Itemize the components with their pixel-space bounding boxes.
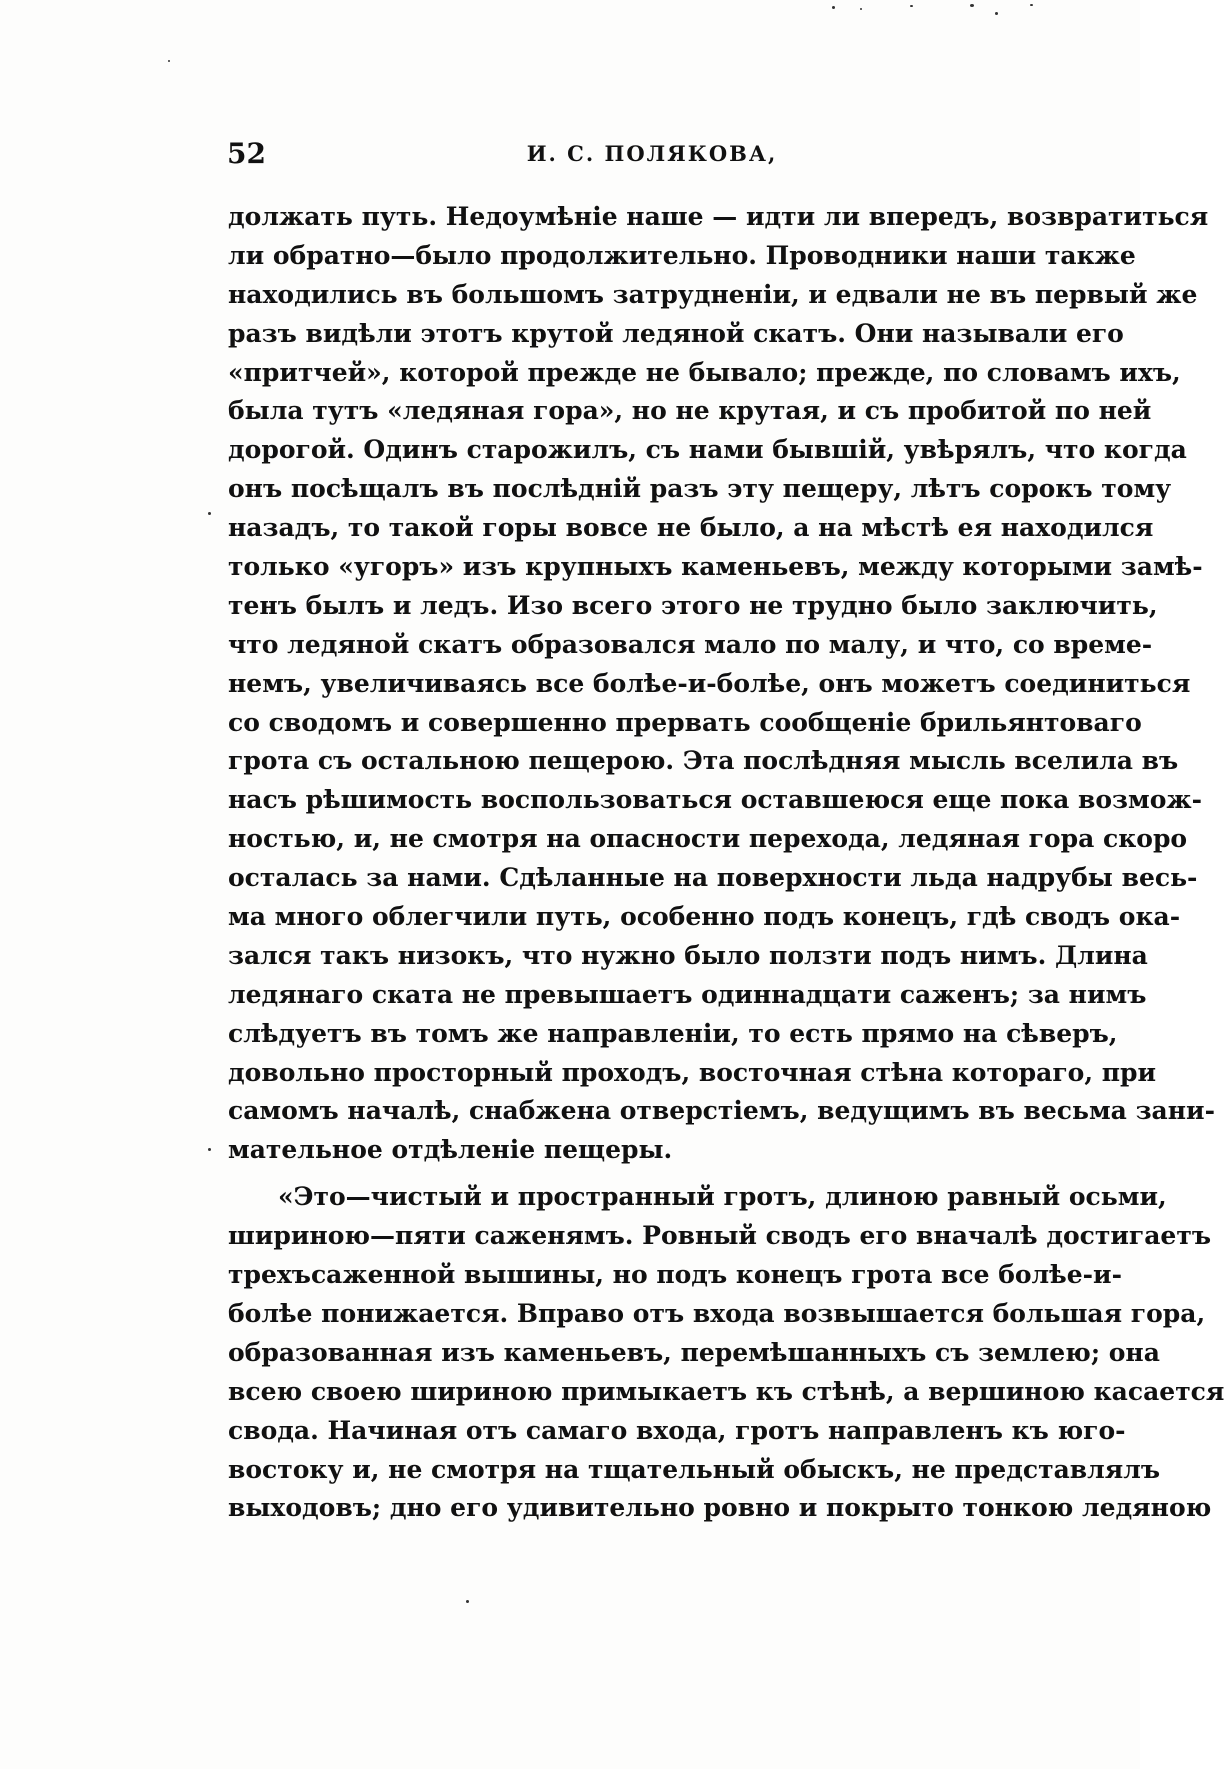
text-line: слѣдуетъ въ томъ же направленіи, то есть прямо на сѣверъ, — [228, 1018, 1118, 1048]
text-line: осталась за нами. Сдѣланные на поверхности льда надрубы весь- — [228, 863, 1198, 893]
paragraph-gap — [228, 1170, 1076, 1178]
scan-speck — [466, 1600, 469, 1603]
text-line: дорогой. Одинъ старожилъ, съ нами бывшій, увѣрялъ, что когда — [228, 435, 1187, 465]
scan-speck — [168, 60, 170, 62]
paragraph-2 — [228, 1178, 1224, 1528]
text-line: «притчей», которой прежде не бывало; прежде, по словамъ ихъ, — [228, 357, 1181, 387]
text-line: востоку и, не смотря на тщательный обыскъ, не представлялъ — [228, 1454, 1161, 1484]
text-line: «Это—чистый и пространный гротъ, длиною равный осьми, — [278, 1182, 1167, 1212]
body-text — [228, 198, 1224, 1528]
text-line: ностью, и, не смотря на опасности перехода, ледяная гора скоро — [228, 824, 1188, 854]
paragraph-1 — [228, 198, 1215, 1170]
text-line: должать путь. Недоумѣніе наше — идти ли впередъ, возвратиться — [228, 202, 1209, 231]
page-header — [227, 137, 1077, 177]
text-line: свода. Начиная отъ самаго входа, гротъ направленъ къ юго- — [228, 1415, 1126, 1445]
text-line: немъ, увеличиваясь все болѣе-и-болѣе, онъ можетъ соединиться — [228, 668, 1191, 698]
text-line: всею своею шириною примыкаетъ къ стѣнѣ, а вершиною касается — [228, 1376, 1224, 1406]
text-line: насъ рѣшимость воспользоваться оставшеюся еще пока возмож- — [228, 785, 1202, 815]
text-line: только «угоръ» изъ крупныхъ каменьевъ, между которыми замѣ- — [228, 552, 1203, 582]
scan-artifact — [820, 0, 1090, 20]
text-line: болѣе понижается. Вправо отъ входа возвышается большая гора, — [228, 1298, 1206, 1328]
text-line: была тутъ «ледяная гора», но не крутая, и съ пробитой по ней — [228, 396, 1152, 426]
page-number: 52 — [227, 137, 266, 170]
text-line: со сводомъ и совершенно прервать сообщеніе брильянтоваго — [228, 707, 1142, 737]
running-head: И. С. ПОЛЯКОВА, — [526, 141, 778, 166]
text-line: образованная изъ каменьевъ, перемѣшанныхъ съ землею; она — [228, 1337, 1160, 1367]
scan-speck — [208, 1148, 211, 1151]
text-line: мательное отдѣленіе пещеры. — [228, 1135, 673, 1165]
text-line: ли обратно—было продолжительно. Проводники наши также — [228, 240, 1136, 270]
text-line: тенъ былъ и ледъ. Изо всего этого не трудно было заключить, — [228, 590, 1158, 620]
text-line: находились въ большомъ затрудненіи, и едвали не въ первый же — [228, 279, 1198, 309]
text-line: ма много облегчили путь, особенно подъ конецъ, гдѣ сводъ ока- — [228, 902, 1181, 932]
text-line: разъ видѣли этотъ крутой ледяной скатъ. Они называли его — [228, 318, 1124, 348]
scan-speck — [208, 512, 211, 515]
text-line: ледянаго ската не превышаетъ одиннадцати саженъ; за нимъ — [228, 979, 1147, 1009]
text-line: шириною—пяти саженямъ. Ровный сводъ его вначалѣ достигаетъ — [228, 1221, 1212, 1251]
text-line: выходовъ; дно его удивительно ровно и покрыто тонкою ледяною — [228, 1493, 1212, 1523]
text-line: онъ посѣщалъ въ послѣдній разъ эту пещеру, лѣтъ сорокъ тому — [228, 474, 1172, 504]
text-line: грота съ остальною пещерою. Эта послѣдняя мысль вселила въ — [228, 746, 1179, 776]
text-line: что ледяной скатъ образовался мало по малу, и что, со време- — [228, 629, 1153, 659]
text-line: трехъсаженной вышины, но подъ конецъ грота все болѣе-и- — [228, 1260, 1122, 1290]
text-line: зался такъ низокъ, что нужно было ползти подъ нимъ. Длина — [228, 940, 1148, 970]
text-line: довольно просторный проходъ, восточная стѣна котораго, при — [228, 1057, 1157, 1087]
text-line: назадъ, то такой горы вовсе не было, а на мѣстѣ ея находился — [228, 513, 1154, 543]
text-line: самомъ началѣ, снабжена отверстіемъ, ведущимъ въ весьма зани- — [228, 1096, 1215, 1126]
